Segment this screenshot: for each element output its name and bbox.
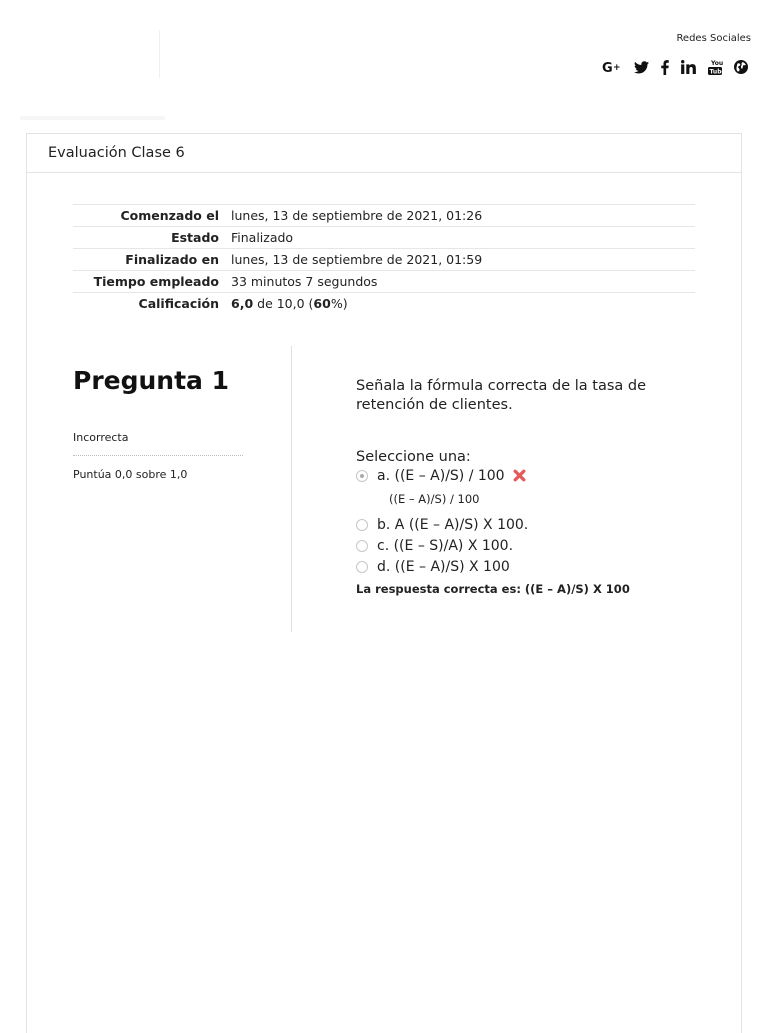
radio-button[interactable] [356,561,368,573]
social-title: Redes Sociales [676,33,751,44]
radio-button[interactable] [356,470,368,482]
answer-feedback: ((E – A)/S) / 100 [389,492,480,506]
question-divider [291,346,292,632]
youtube-icon[interactable] [708,56,726,78]
summary-label: Tiempo empleado [93,274,219,289]
incorrect-icon [513,469,526,482]
summary-row-grade [73,293,695,315]
svg-text:Tube: Tube [709,68,726,75]
radio-button[interactable] [356,540,368,552]
summary-value: 33 minutos 7 segundos [231,274,378,289]
summary-value [231,293,695,315]
grade-percent-suffix: %) [330,296,348,312]
answer-label: b. A ((E – A)/S) X 100. [377,516,529,533]
question-info [73,366,243,481]
site-logo[interactable] [20,30,165,92]
summary-row-time [73,271,695,293]
facebook-icon[interactable] [661,56,669,78]
answer-label: d. ((E – A)/S) X 100 [377,558,510,575]
correct-answer: La respuesta correcta es: ((E – A)/S) X 100 [356,582,630,596]
summary-label: Calificación [138,296,219,312]
logo-image [20,30,160,78]
radio-button[interactable] [356,519,368,531]
linkedin-icon[interactable] [681,56,696,78]
summary-value: lunes, 13 de septiembre de 2021, 01:26 [231,208,483,223]
svg-text:+: + [613,63,621,73]
google-plus-icon[interactable] [602,56,622,78]
svg-text:You: You [711,59,724,67]
svg-text:G: G [602,61,613,76]
summary-value: Finalizado [231,230,294,245]
twitter-icon[interactable] [634,56,649,78]
logo-tagline [20,116,165,120]
summary-label: Estado [171,230,219,245]
answer-label: c. ((E – S)/A) X 100. [377,537,514,554]
answer-option-d[interactable] [356,556,696,577]
card-title: Evaluación Clase 6 [27,134,741,173]
summary-label: Finalizado en [125,252,219,267]
question-text: Señala la fórmula correcta de la tasa de retención de clientes. [356,378,647,413]
summary-row-finished [73,249,695,271]
grade-percent: 60 [313,296,331,312]
question-heading: Pregunta 1 [73,366,230,395]
answer-label: a. ((E – A)/S) / 100 [377,467,505,484]
attempt-card [26,133,742,1033]
attempt-summary-table [73,204,695,315]
question-grade: Puntúa 0,0 sobre 1,0 [73,468,188,481]
answer-option-b[interactable] [356,514,696,535]
grade-score: 6,0 [231,296,254,312]
summary-row-state [73,227,695,249]
question-state: Incorrecta [73,431,243,456]
grade-of-text: de 10,0 ( [253,296,314,312]
summary-value: lunes, 13 de septiembre de 2021, 01:59 [231,252,483,267]
globe-icon[interactable] [734,56,748,78]
answer-prompt: Seleccione una: [356,449,471,465]
social-links [602,56,748,78]
answer-option-a[interactable] [356,465,696,486]
summary-row-started [73,205,695,227]
answer-option-c[interactable] [356,535,696,556]
question-content [356,377,696,596]
summary-label: Comenzado el [120,208,219,223]
